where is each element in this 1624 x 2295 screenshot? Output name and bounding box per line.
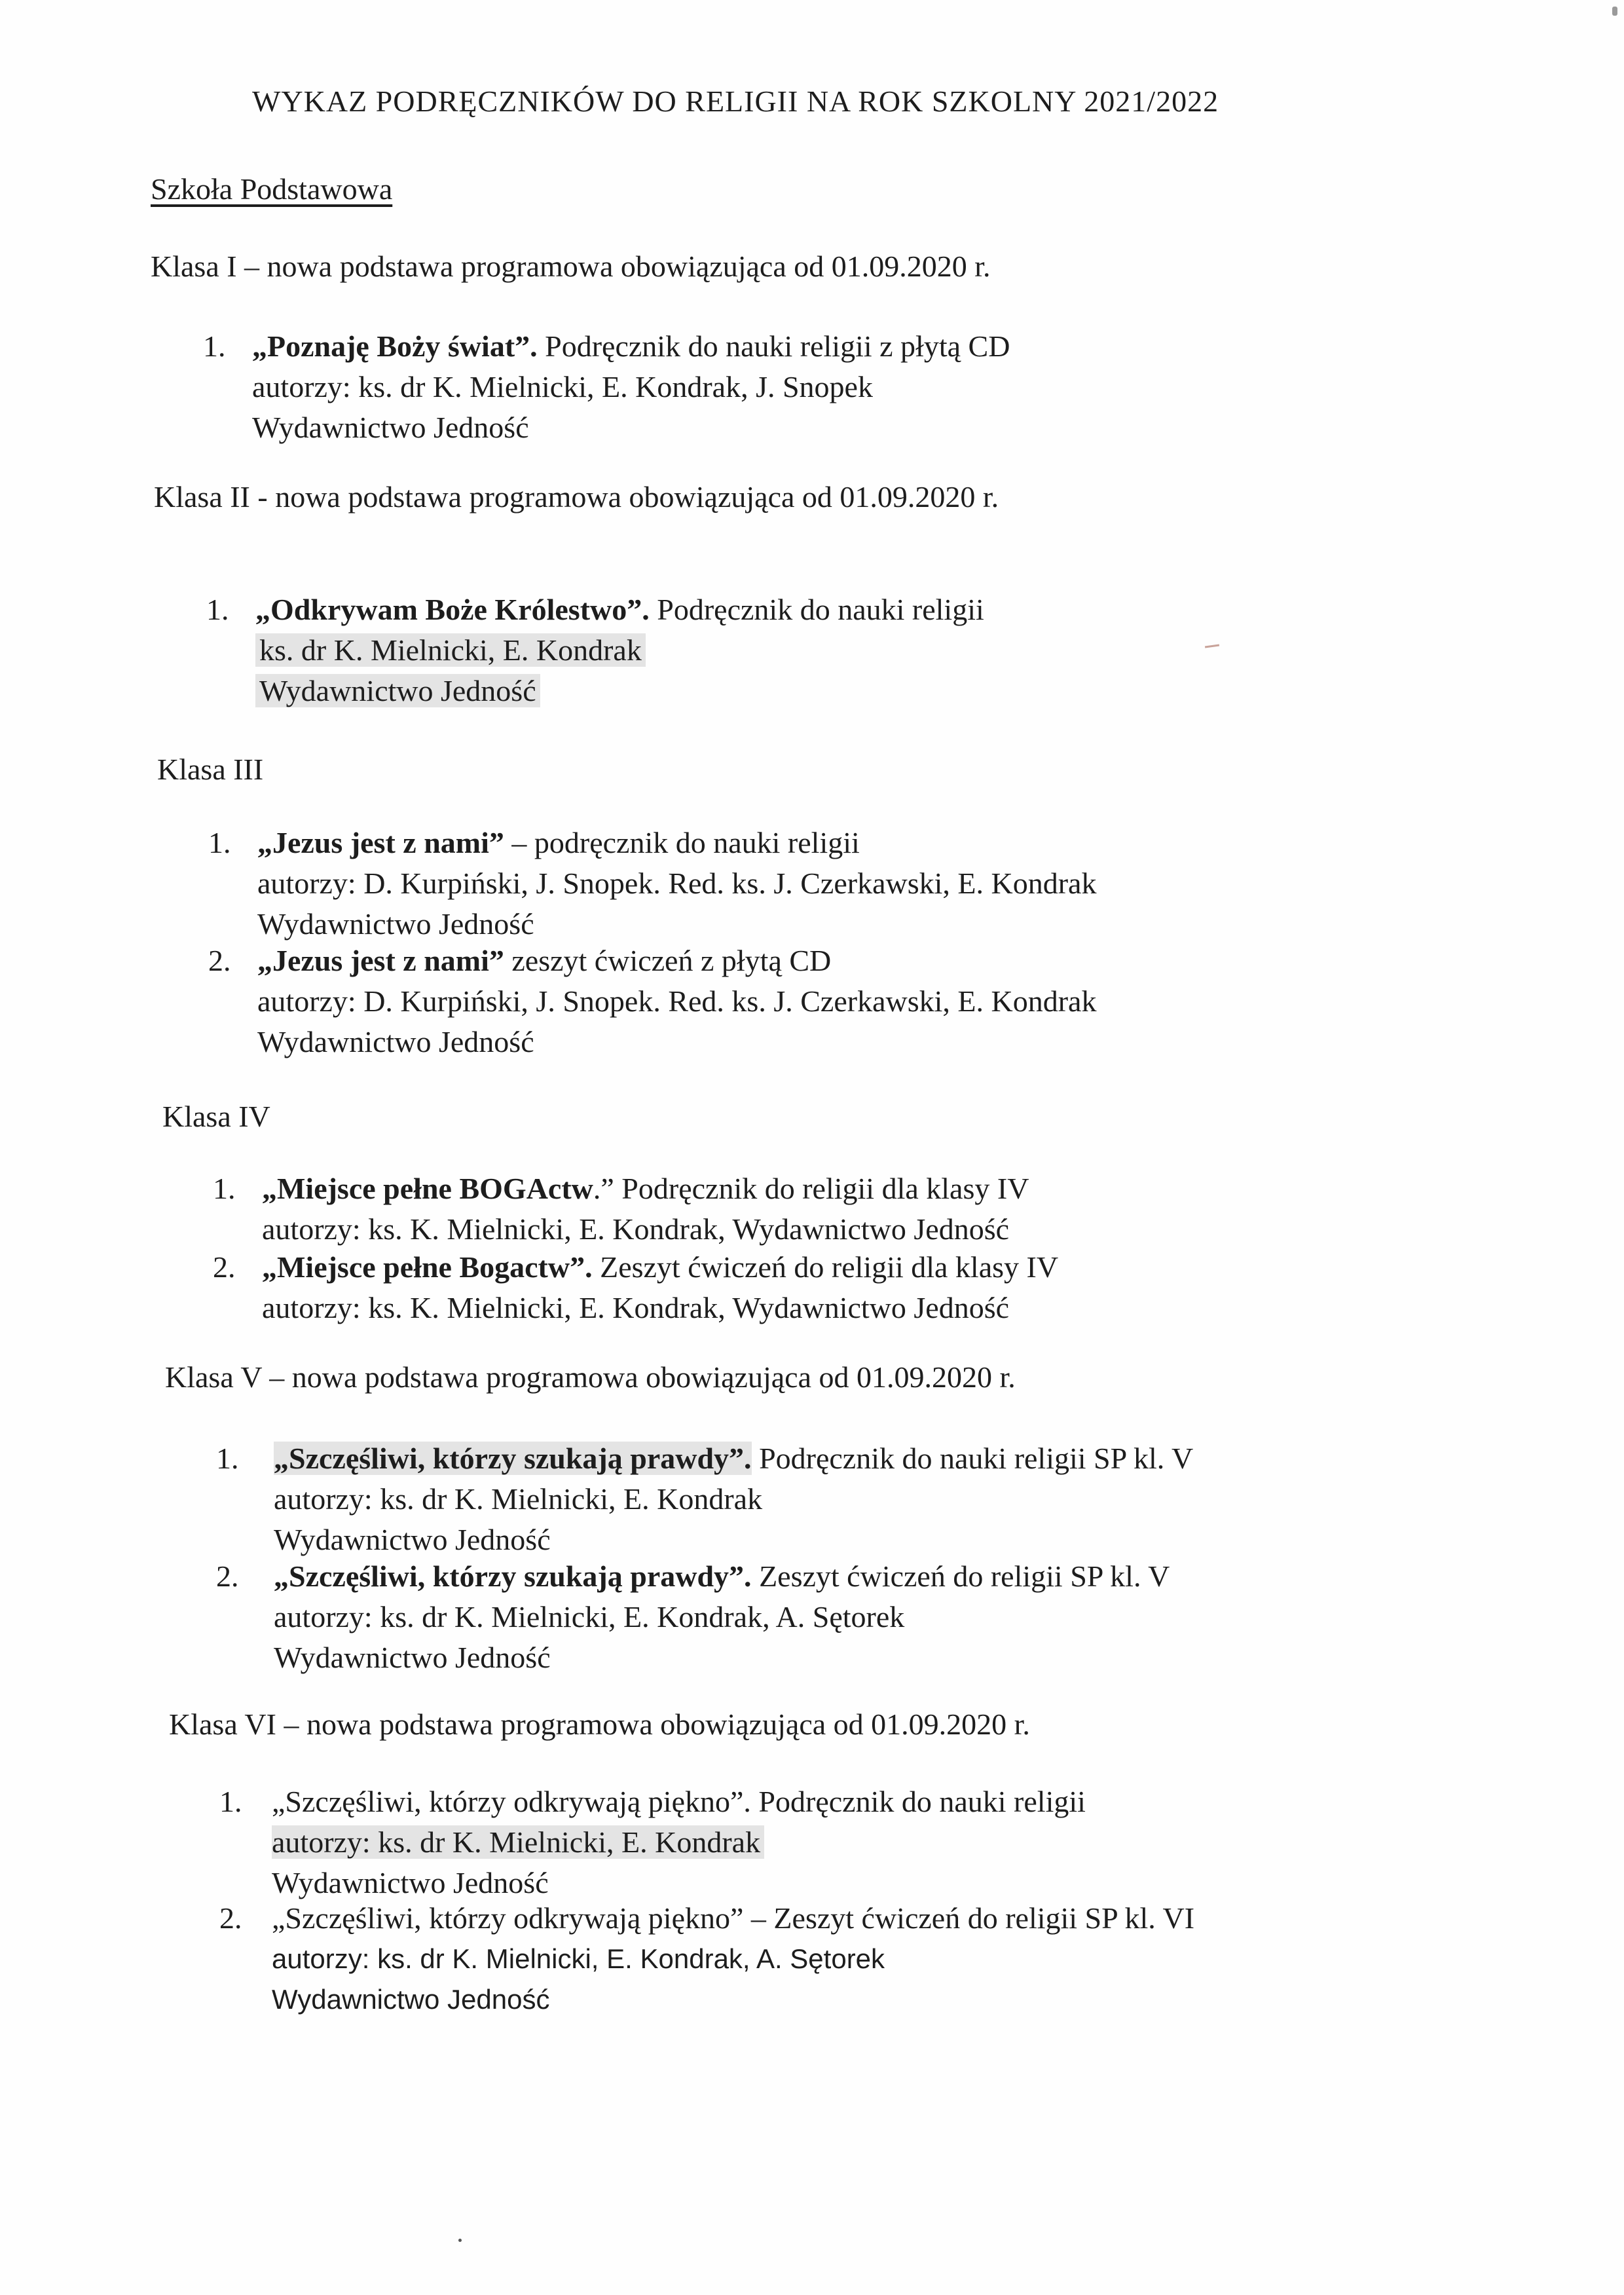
item-number: 2.	[213, 1250, 236, 1284]
red-pen-mark	[1205, 644, 1219, 648]
book-authors: autorzy: ks. K. Mielnicki, E. Kondrak, Wydawnictwo Jedność	[262, 1291, 1010, 1324]
book-description: zeszyt ćwiczeń z płytą CD	[504, 944, 832, 977]
book-publisher: Wydawnictwo Jedność	[257, 1025, 534, 1058]
item-number: 1.	[219, 1785, 242, 1818]
book-publisher: Wydawnictwo Jedność	[257, 907, 534, 941]
book-description: – Zeszyt ćwiczeń do religii SP kl. VI	[743, 1901, 1195, 1935]
book-description: Zeszyt ćwiczeń do religii SP kl. V	[751, 1559, 1170, 1593]
item-number: 1.	[208, 826, 231, 859]
book-title: „Szczęśliwi, którzy szukają prawdy”.	[274, 1559, 752, 1593]
book-description: Podręcznik do nauki religii z płytą CD	[537, 329, 1010, 363]
book-title: „Odkrywam Boże Królestwo”.	[255, 593, 650, 626]
book-authors: autorzy: ks. K. Mielnicki, E. Kondrak, Wydawnictwo Jedność	[262, 1212, 1010, 1246]
book-description: – podręcznik do nauki religii	[504, 826, 860, 859]
book-title: „Szczęśliwi, którzy odkrywają piękno”.	[272, 1785, 751, 1818]
book-description: Zeszyt ćwiczeń do religii dla klasy IV	[592, 1250, 1059, 1284]
book-title: „Szczęśliwi, którzy szukają prawdy”.	[274, 1442, 752, 1475]
book-authors: autorzy: ks. dr K. Mielnicki, E. Kondrak, A. Sętorek	[274, 1600, 905, 1633]
book-description: .” Podręcznik do religii dla klasy IV	[593, 1172, 1029, 1205]
book-description: Podręcznik do nauki religii	[649, 593, 984, 626]
book-title: „Poznaję Boży świat”.	[252, 329, 538, 363]
book-publisher: Wydawnictwo Jedność	[274, 1523, 551, 1556]
item-number: 2.	[208, 944, 231, 977]
klasa-2-heading: Klasa II - nowa podstawa programowa obowiązująca od 01.09.2020 r.	[154, 480, 999, 513]
book-publisher: Wydawnictwo Jedność	[272, 1984, 550, 2015]
item-number: 2.	[219, 1901, 242, 1935]
item-number: 1.	[216, 1442, 239, 1475]
book-title: „Miejsce pełne Bogactw”.	[262, 1250, 593, 1284]
item-number: 1.	[206, 593, 229, 626]
book-authors: autorzy: D. Kurpiński, J. Snopek. Red. ks. J. Czerkawski, E. Kondrak	[257, 867, 1097, 900]
book-publisher: Wydawnictwo Jedność	[272, 1866, 549, 1899]
klasa-3-heading: Klasa III	[157, 753, 264, 786]
school-heading: Szkoła Podstawowa	[151, 172, 393, 206]
scan-edge-mark	[1612, 7, 1617, 16]
item-number: 1.	[203, 329, 226, 363]
document-title: WYKAZ PODRĘCZNIKÓW DO RELIGII NA ROK SZKOLNY 2021/2022	[252, 84, 1219, 118]
book-title: „Jezus jest z nami”	[257, 826, 504, 859]
klasa-4-heading: Klasa IV	[162, 1100, 270, 1133]
book-authors: autorzy: D. Kurpiński, J. Snopek. Red. ks. J. Czerkawski, E. Kondrak	[257, 984, 1097, 1018]
klasa-5-heading: Klasa V – nowa podstawa programowa obowiązująca od 01.09.2020 r.	[165, 1360, 1016, 1394]
book-authors: autorzy: ks. dr K. Mielnicki, E. Kondrak, J. Snopek	[252, 370, 873, 403]
item-number: 2.	[216, 1559, 239, 1593]
book-publisher: Wydawnictwo Jedność	[255, 674, 540, 707]
book-authors: autorzy: ks. dr K. Mielnicki, E. Kondrak, A. Sętorek	[272, 1943, 885, 1974]
book-title: „Szczęśliwi, którzy odkrywają piękno”	[272, 1901, 744, 1935]
book-title: „Miejsce pełne BOGActw	[262, 1172, 593, 1205]
item-number: 1.	[213, 1172, 236, 1205]
klasa-1-heading: Klasa I – nowa podstawa programowa obowiązująca od 01.09.2020 r.	[151, 250, 991, 283]
klasa-6-heading: Klasa VI – nowa podstawa programowa obowiązująca od 01.09.2020 r.	[169, 1707, 1030, 1741]
book-title: „Jezus jest z nami”	[257, 944, 504, 977]
book-authors: autorzy: ks. dr K. Mielnicki, E. Kondrak	[274, 1482, 763, 1516]
book-authors: ks. dr K. Mielnicki, E. Kondrak	[255, 633, 646, 667]
book-description: Podręcznik do nauki religii	[750, 1785, 1086, 1818]
book-publisher: Wydawnictwo Jedność	[252, 411, 529, 444]
book-authors: autorzy: ks. dr K. Mielnicki, E. Kondrak	[272, 1825, 764, 1859]
book-publisher: Wydawnictwo Jedność	[274, 1641, 551, 1674]
scan-speck	[458, 2239, 462, 2242]
book-description: Podręcznik do nauki religii SP kl. V	[751, 1442, 1194, 1475]
